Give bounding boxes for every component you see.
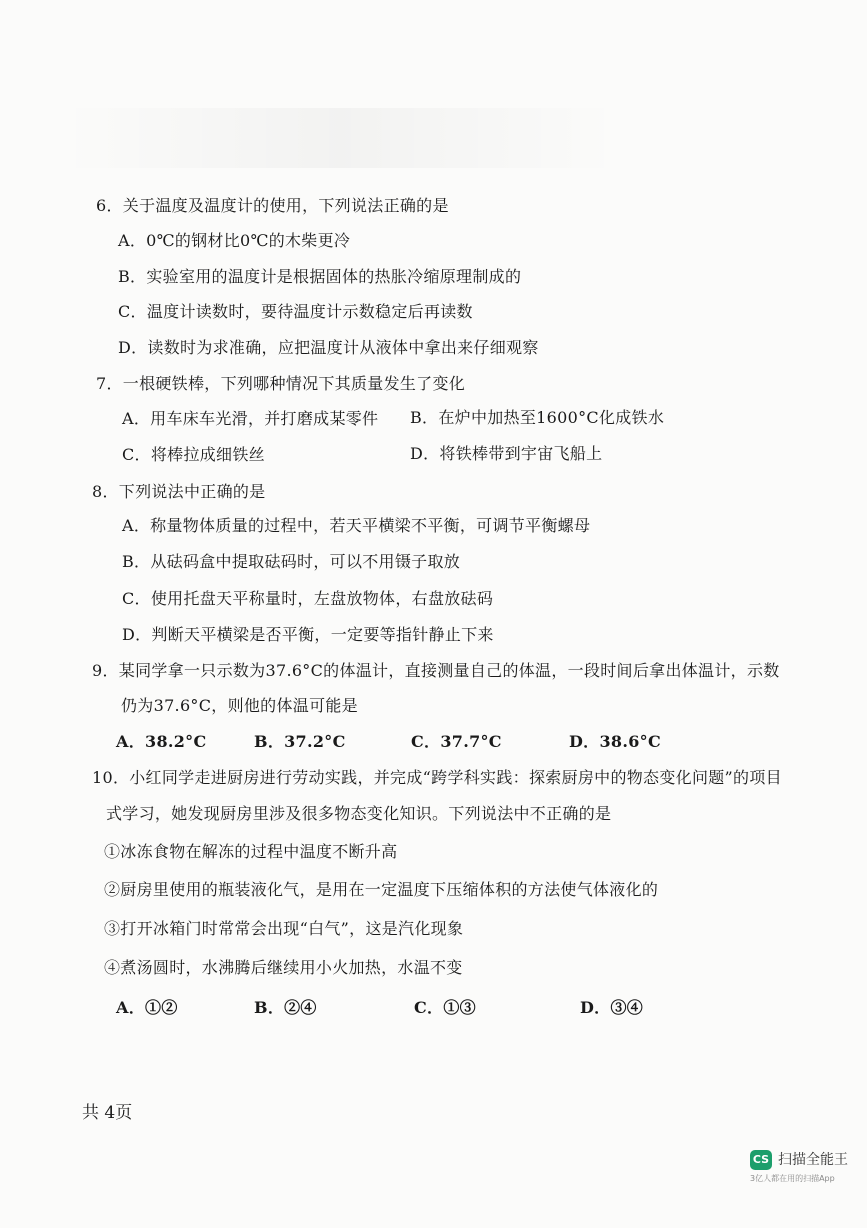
question-9-option-b: B．37.2°C [254, 732, 346, 751]
question-8-stem: 8．下列说法中正确的是 [92, 482, 266, 501]
question-10-option-d: D．③④ [580, 998, 644, 1017]
question-10-stem-line-1: 10．小红同学走进厨房进行劳动实践，并完成“跨学科实践：探索厨房中的物态变化问题”的项目 [92, 768, 782, 787]
question-8-option-a: A．称量物体质量的过程中，若天平横梁不平衡，可调节平衡螺母 [122, 516, 591, 535]
question-9-option-c: C．37.7°C [411, 732, 502, 751]
question-10-stem-line-2: 式学习，她发现厨房里涉及很多物态变化知识。下列说法中不正确的是 [106, 804, 612, 823]
watermark-subtitle: 3亿人都在用的扫描App [750, 1174, 835, 1183]
question-10-statement-4: ④煮汤圆时，水沸腾后继续用小火加热，水温不变 [104, 958, 463, 977]
question-6-option-d: D．读数时为求准确，应把温度计从液体中拿出来仔细观察 [118, 338, 539, 357]
question-6-option-b: B．实验室用的温度计是根据固体的热胀冷缩原理制成的 [118, 267, 522, 286]
question-7-stem: 7．一根硬铁棒，下列哪种情况下其质量发生了变化 [96, 374, 466, 393]
question-9-option-d: D．38.6°C [569, 732, 661, 751]
question-8-option-b: B．从砝码盒中提取砝码时，可以不用镊子取放 [122, 552, 461, 571]
page-count: 共 4页 [82, 1103, 133, 1123]
question-8-option-d: D．判断天平横梁是否平衡，一定要等指针静止下来 [122, 625, 494, 644]
question-8-option-c: C．使用托盘天平称量时，左盘放物体，右盘放砝码 [122, 589, 494, 608]
question-10-option-b: B．②④ [254, 998, 317, 1017]
question-9-option-a: A．38.2°C [116, 732, 207, 751]
camscanner-logo-icon: CS [750, 1150, 772, 1170]
question-7-option-c: C．将棒拉成细铁丝 [122, 445, 265, 464]
question-6-option-c: C．温度计读数时，要待温度计示数稳定后再读数 [118, 302, 473, 321]
question-9-stem-line-2: 仍为37.6°C，则他的体温可能是 [121, 696, 358, 715]
question-10-statement-1: ①冰冻食物在解冻的过程中温度不断升高 [104, 842, 398, 861]
question-10-option-a: A．①② [116, 998, 178, 1017]
question-7-option-a: A．用车床车光滑，并打磨成某零件 [122, 409, 379, 428]
question-10-statement-2: ②厨房里使用的瓶装液化气，是用在一定温度下压缩体积的方法使气体液化的 [104, 880, 659, 899]
scanner-watermark [750, 1150, 862, 1220]
question-6-option-a: A．0℃的钢材比0℃的木柴更冷 [118, 231, 351, 250]
question-7-option-b: B．在炉中加热至1600°C化成铁水 [410, 408, 665, 427]
question-6-stem: 6．关于温度及温度计的使用，下列说法正确的是 [96, 196, 449, 215]
scan-artifact [60, 108, 620, 168]
question-9-stem-line-1: 9．某同学拿一只示数为37.6°C的体温计，直接测量自己的体温，一段时间后拿出体温计，示数 [92, 661, 780, 680]
watermark-title: 扫描全能王 [778, 1152, 848, 1168]
question-7-option-d: D．将铁棒带到宇宙飞船上 [410, 444, 603, 463]
question-10-option-c: C．①③ [414, 998, 476, 1017]
question-10-statement-3: ③打开冰箱门时常常会出现“白气”，这是汽化现象 [104, 919, 464, 938]
